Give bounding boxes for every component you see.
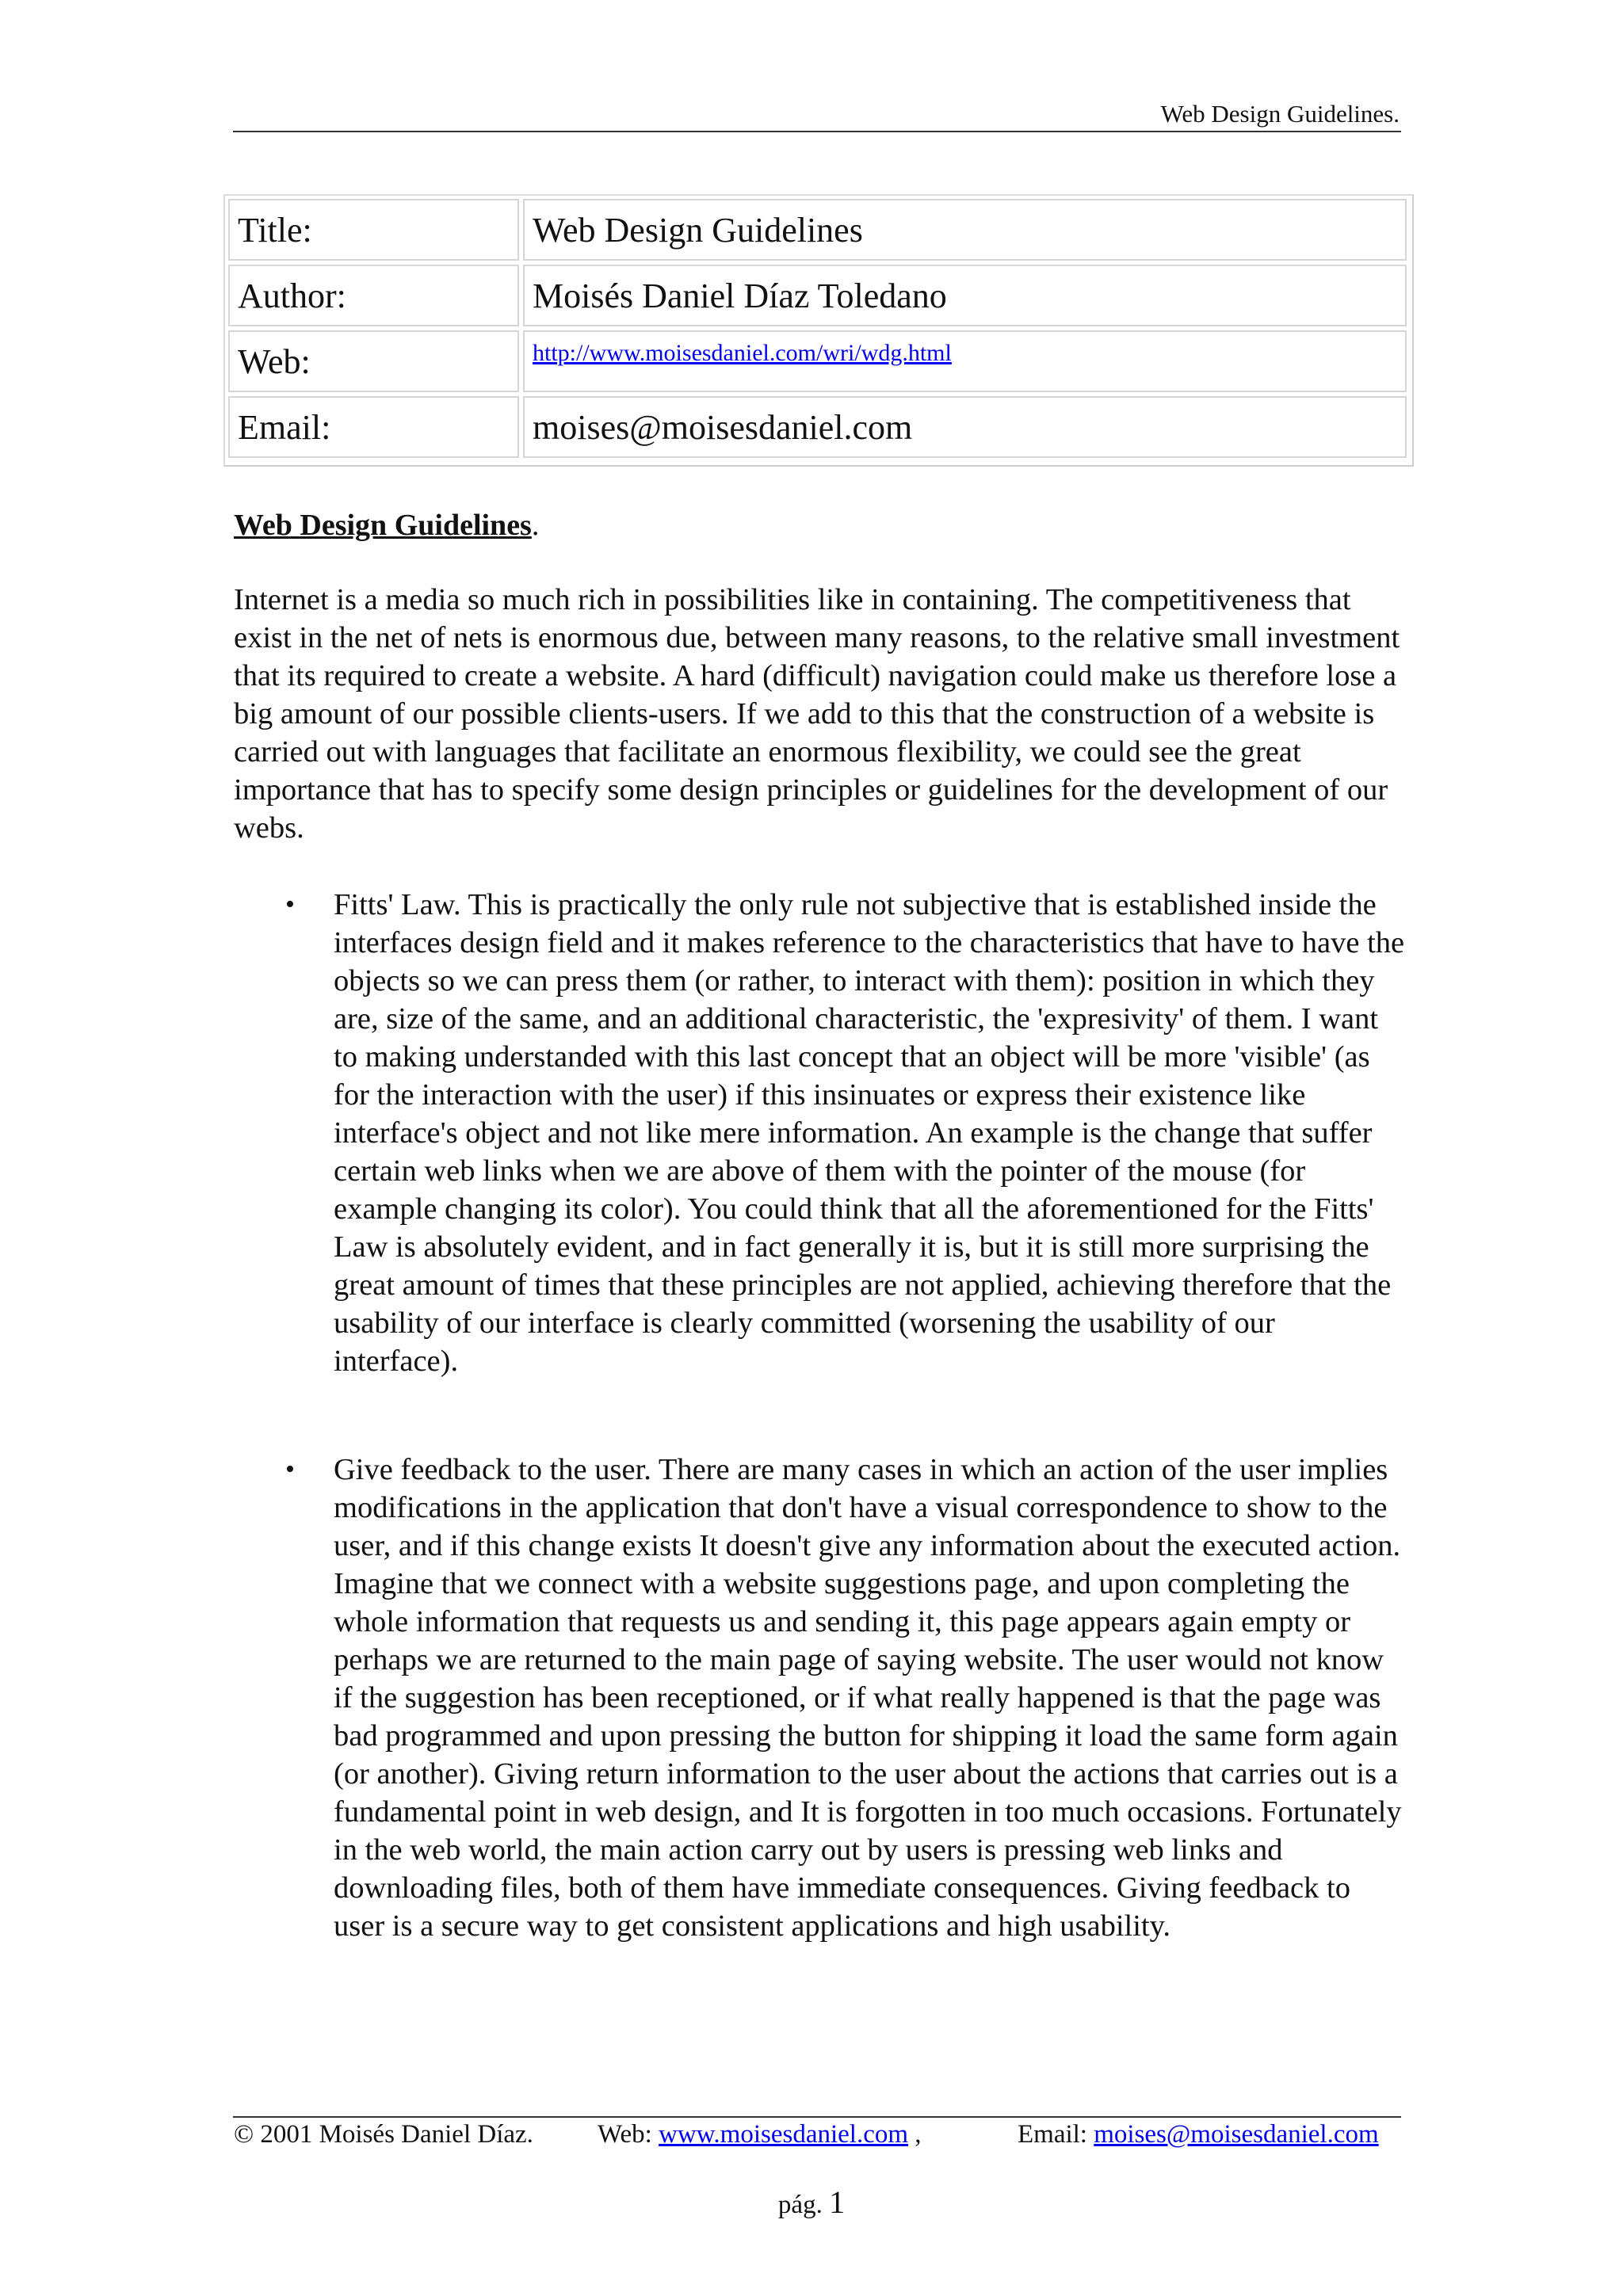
footer-web-label: Web: (598, 2120, 652, 2149)
bullet-list-1 (234, 886, 1407, 1380)
page-footer (234, 2117, 1407, 2152)
title-label: Title: (228, 199, 519, 261)
footer-email-link[interactable]: moises@moisesdaniel.com (1094, 2120, 1379, 2149)
running-header: Web Design Guidelines. (1160, 100, 1400, 128)
metadata-table (223, 194, 1414, 467)
email-value: moises@moisesdaniel.com (523, 396, 1407, 458)
bullet-list-2 (234, 1451, 1407, 1945)
list-item-fitts-law (234, 886, 1407, 1380)
bullet-icon: • (285, 890, 295, 919)
table-row-web (228, 330, 1410, 392)
footer-copyright: © 2001 Moisés Daniel Díaz. (234, 2120, 533, 2149)
list-item-text: Give feedback to the user. There are many cases in which an action of the user implies modifications in the application that don't have a visual correspondence to show to the user, and if this change exists It doesn't give any information about the executed action. Imagine that we connect with a website suggestions page, and upon completing the whole information that requests us and sending it, this page appears again empty or perhaps we are returned to the main page of saying website. The user would not know if the suggestion has been receptioned, or if what really happened is that the page was bad programmed and upon pressing the button for shipping it load the same form again (or another). Giving return information to the user about the actions that carries out is a fundamental point in web design, and It is forgotten in too much occasions. Fortunately in the web world, the main action carry out by users is pressing web links and downloading files, both of them have immediate consequences. Giving feedback to user is a secure way to get consistent applications and high usability. (334, 1453, 1402, 1943)
web-url-link[interactable]: http://www.moisesdaniel.com/wri/wdg.html (533, 340, 952, 366)
email-label: Email: (228, 396, 519, 458)
header-divider (233, 131, 1401, 132)
footer-email-label: Email: (1018, 2120, 1087, 2149)
web-label: Web: (228, 330, 519, 392)
list-item-feedback (234, 1451, 1407, 1945)
table-row-title (228, 199, 1410, 261)
bullet-icon: • (285, 1455, 295, 1484)
footer-email (1018, 2117, 1379, 2152)
footer-web (598, 2117, 922, 2152)
table-row-email (228, 396, 1410, 458)
author-label: Author: (228, 265, 519, 326)
section-heading-period: . (531, 509, 540, 542)
section-heading (234, 505, 539, 545)
page-number-value: 1 (829, 2184, 846, 2220)
page-number (0, 2185, 1623, 2222)
footer-web-link[interactable]: www.moisesdaniel.com (659, 2120, 909, 2149)
page-label: pág. (777, 2191, 823, 2219)
section-heading-text: Web Design Guidelines (234, 509, 532, 542)
web-value-cell (523, 330, 1407, 392)
footer-web-comma: , (908, 2120, 922, 2149)
author-value: Moisés Daniel Díaz Toledano (523, 265, 1407, 326)
table-row-author (228, 265, 1410, 326)
list-item-text: Fitts' Law. This is practically the only rule not subjective that is established inside the interfaces design field and it makes reference to the characteristics that have to have the objects so we can press them (or rather, to interact with them): position in which they are, size of the same, and an additional characteristic, the 'expresivity' of them. I want to making understanded with this last concept that an object will be more 'visible' (as for the interaction with the user) if this insinuates or express their existence like interface's object and not like mere information. An example is the change that suffer certain web links when we are above of them with the pointer of the mouse (for example changing its color). You could think that all the aforementioned for the Fitts' Law is absolutely evident, and in fact generally it is, but it is still more surprising the great amount of times that these principles are not applied, achieving therefore that the usability of our interface is clearly committed (worsening the usability of our interface). (334, 888, 1405, 1378)
title-value: Web Design Guidelines (523, 199, 1407, 261)
intro-paragraph: Internet is a media so much rich in possibilities like in containing. The competitiveness that exist in the net of nets is enormous due, between many reasons, to the relative small investment that its required to create a website. A hard (difficult) navigation could make us therefore lose a big amount of our possible clients-users. If we add to this that the construction of a website is carried out with languages that facilitate an enormous flexibility, we could see the great importance that has to specify some design principles or guidelines for the development of our webs. (234, 583, 1400, 845)
